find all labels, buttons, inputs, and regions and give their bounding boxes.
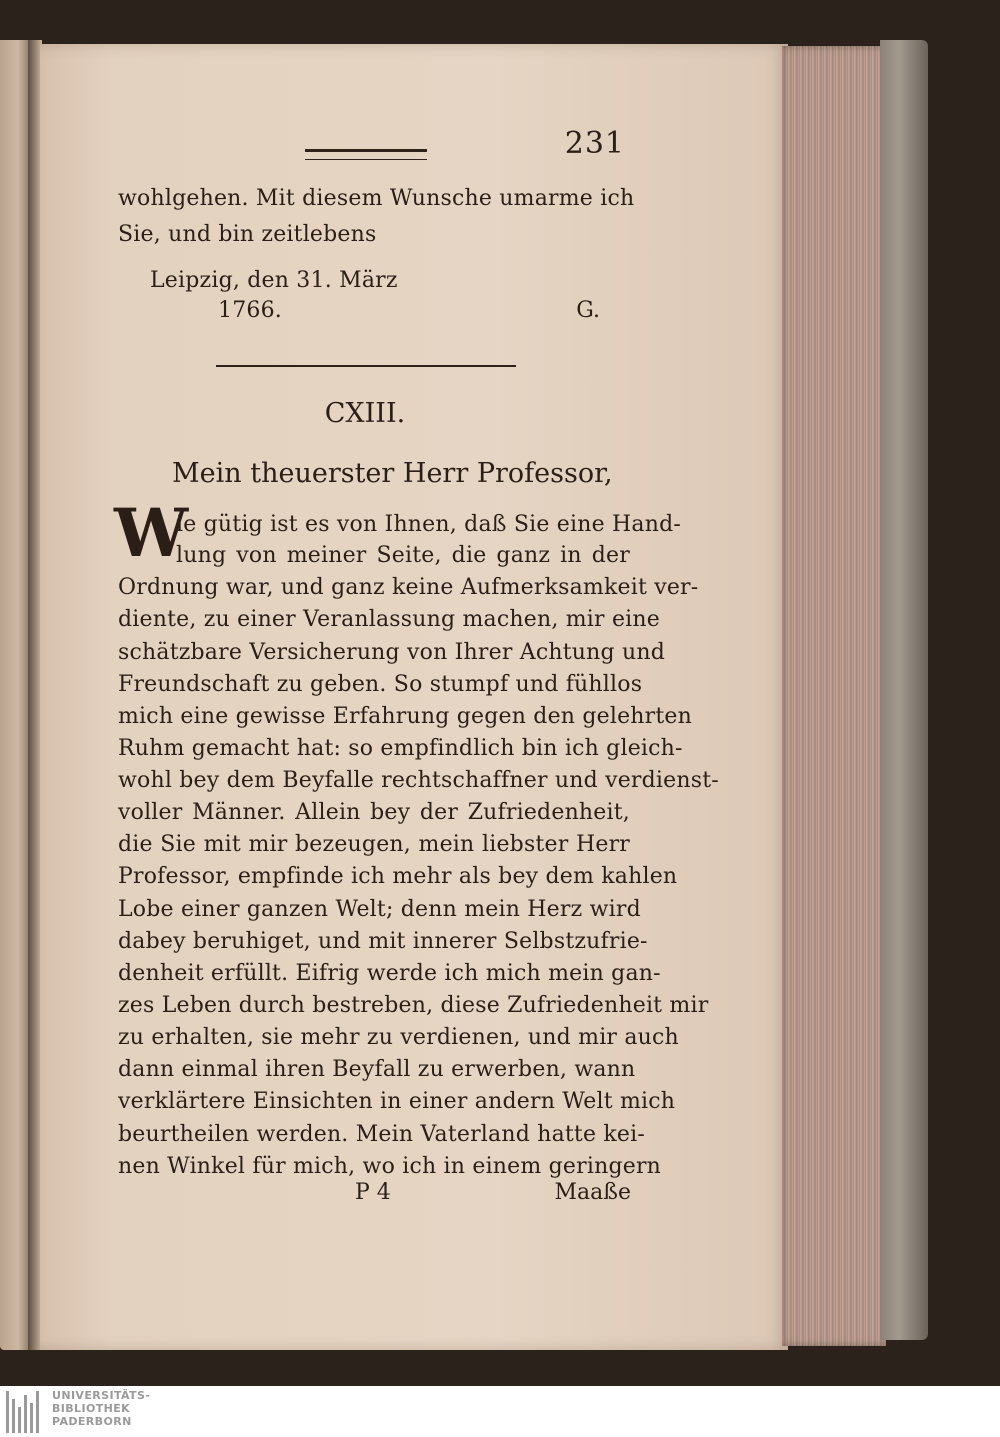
facing-page-edge xyxy=(0,40,30,1350)
closing-line-2: Sie, und bin zeitlebens xyxy=(118,222,377,247)
body-line: denheit erfüllt. Eifrig werde ich mich mein gan- xyxy=(118,961,661,986)
closing-line-1: wohlgehen. Mit diesem Wunsche umarme ich xyxy=(118,186,635,211)
body-line: Ordnung war, und ganz keine Aufmerksamkeit ver- xyxy=(118,575,699,600)
catchword: Maaße xyxy=(554,1180,631,1205)
body-line: Lobe einer ganzen Welt; denn mein Herz wird xyxy=(118,897,641,922)
library-logo-icon xyxy=(6,1391,42,1433)
book-cover-edge xyxy=(880,40,928,1340)
letter-salutation: Mein theuerster Herr Professor, xyxy=(172,458,613,489)
closing-year: 1766. xyxy=(218,298,282,323)
body-line: schätzbare Versicherung von Ihrer Achtung und xyxy=(118,640,666,665)
body-line: verklärtere Einsichten in einer andern Welt mich xyxy=(118,1089,676,1114)
body-line: beurtheilen werden. Mein Vaterland hatte kei- xyxy=(118,1122,645,1147)
body-line: wohl bey dem Beyfalle rechtschaffner und verdienst- xyxy=(118,768,719,793)
closing-place-date: Leipzig, den 31. März xyxy=(150,268,398,293)
logo-line-1: UNIVERSITÄTS- xyxy=(52,1389,151,1402)
logo-line-3: PADERBORN xyxy=(52,1415,132,1428)
body-line: nen Winkel für mich, wo ich in einem geringern xyxy=(118,1154,662,1179)
signature-mark: P 4 xyxy=(355,1180,391,1205)
header-rule xyxy=(305,149,427,160)
body-line: zu erhalten, sie mehr zu verdienen, und mir auch xyxy=(118,1025,679,1050)
body-line: Freundschaft zu geben. So stumpf und fühllos xyxy=(118,672,643,697)
body-line: dabey beruhiget, und mit innerer Selbstzufrie- xyxy=(118,929,648,954)
body-line: zes Leben durch bestreben, diese Zufriedenheit mir xyxy=(118,993,709,1018)
body-line: die Sie mit mir bezeugen, mein liebster Herr xyxy=(118,832,630,857)
body-line: ie gütig ist es von Ihnen, daß Sie eine Hand- xyxy=(176,512,681,537)
closing-signature: G. xyxy=(576,298,600,323)
letter-number: CXIII. xyxy=(324,398,406,429)
page-stack-edge xyxy=(782,46,886,1346)
body-line: dann einmal ihren Beyfall zu erwerben, wann xyxy=(118,1057,636,1082)
page-number: 231 xyxy=(564,126,625,161)
body-line: Professor, empfinde ich mehr als bey dem kahlen xyxy=(118,864,678,889)
body-line: lung von meiner Seite, die ganz in der xyxy=(176,543,630,568)
section-rule xyxy=(216,365,516,367)
library-logo-text xyxy=(52,1389,212,1428)
logo-line-2: BIBLIOTHEK xyxy=(52,1402,131,1415)
body-line: Ruhm gemacht hat: so empfindlich bin ich gleich- xyxy=(118,736,683,761)
body-line: diente, zu einer Veranlassung machen, mir eine xyxy=(118,607,660,632)
body-line: mich eine gewisse Erfahrung gegen den gelehrten xyxy=(118,704,693,729)
drop-cap-initial: W xyxy=(114,494,189,572)
body-line: voller Männer. Allein bey der Zufriedenheit, xyxy=(118,800,630,825)
